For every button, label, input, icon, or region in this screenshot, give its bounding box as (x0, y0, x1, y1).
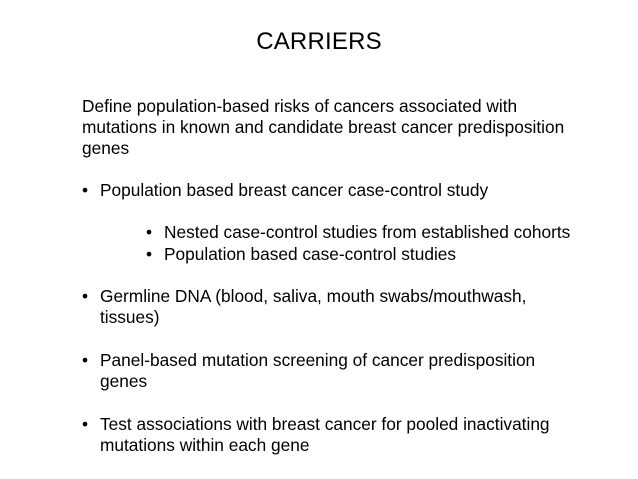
intro-line: mutations in known and candidate breast cancer predisposition (82, 117, 565, 137)
bullet-dot: • (82, 414, 89, 434)
intro-line: genes (82, 138, 130, 158)
bullet-line: Panel-based mutation screening of cancer predisposition (100, 350, 536, 370)
bullet-line: Population based breast cancer case-control study (100, 180, 489, 200)
slide-title: CARRIERS (256, 28, 382, 55)
bullet-line: genes (100, 371, 148, 391)
bullet-dot: • (82, 286, 89, 306)
bullet-line: mutations within each gene (100, 435, 310, 455)
sub-bullet-line: Nested case-control studies from established cohorts (164, 222, 571, 242)
bullet-line: Germline DNA (blood, saliva, mouth swabs/mouthwash, (100, 286, 527, 306)
bullet-line: tissues) (100, 307, 160, 327)
bullet-dot: • (146, 222, 153, 242)
bullet-dot: • (82, 180, 89, 200)
bullet-dot: • (82, 350, 89, 370)
bullet-dot: • (146, 244, 153, 264)
intro-paragraph (82, 96, 564, 159)
bullet-line: Test associations with breast cancer for pooled inactivating (100, 414, 550, 434)
intro-line: Define population-based risks of cancers associated with (82, 96, 518, 116)
sub-bullet-line: Population based case-control studies (164, 244, 457, 264)
